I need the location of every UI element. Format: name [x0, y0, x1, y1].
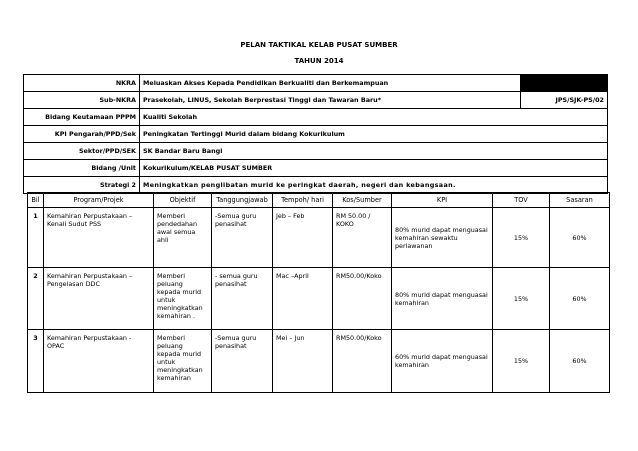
row-program: Kemahiran Perpustakaan - OPAC: [44, 330, 154, 393]
row-objektif: Memberi peluang kepada murid untuk meningkatkan kemahiran: [154, 330, 212, 393]
row-kpi: 80% murid dapat menguasai kemahiran: [392, 268, 493, 330]
header-objektif: Objektif: [154, 193, 212, 208]
row-kos: RM 50.00 / KOKO: [333, 208, 392, 268]
row-tanggungjawab: - semua guru penasihat: [212, 268, 273, 330]
row-program: Kemahiran Perpustakaan – Pengelasan DDC: [44, 268, 154, 330]
row-bil: 1: [28, 208, 44, 268]
row-kos: RM50.00/Koko: [333, 330, 392, 393]
document-year: TAHUN 2014: [294, 57, 344, 65]
info-label: KPI Pengarah/PPD/Sek: [24, 126, 140, 143]
header-tempoh: Tempoh/ hari: [273, 193, 333, 208]
row-tempoh: Jeb – Feb: [273, 208, 333, 268]
row-sasaran: 60%: [550, 268, 610, 330]
info-label: NKRA: [24, 75, 140, 92]
info-label: Sektor/PPD/SEK: [24, 143, 140, 160]
header-sasaran: Sasaran: [550, 193, 610, 208]
row-tanggungjawab: -Semua guru penasihat: [212, 330, 273, 393]
row-tov: 15%: [493, 268, 550, 330]
info-label: Sub-NKRA: [24, 92, 140, 109]
row-tanggungjawab: -Semua guru penasihat: [212, 208, 273, 268]
info-row-bidang-keutamaan: [24, 109, 608, 126]
info-value: Meluaskan Akses Kepada Pendidikan Berkualiti dan Berkemampuan: [140, 75, 521, 92]
table-row: [28, 208, 610, 268]
row-kpi: 60% murid dapat menguasai kemahiran: [392, 330, 493, 393]
header-kos: Kos/Sumber: [333, 193, 392, 208]
info-value: Prasekolah, LINUS, Sekolah Berprestasi Tinggi dan Tawaran Baru*: [140, 92, 521, 109]
row-kos: RM50.00/Koko: [333, 268, 392, 330]
row-bil: 2: [28, 268, 44, 330]
info-row-bidang-unit: [24, 160, 608, 177]
table-row: [28, 268, 610, 330]
row-sasaran: 60%: [550, 208, 610, 268]
row-tov: 15%: [493, 208, 550, 268]
row-tempoh: Mac –April: [273, 268, 333, 330]
header-tov: TOV: [493, 193, 550, 208]
plan-header-row: [28, 193, 610, 208]
info-table: [23, 74, 608, 194]
info-row-nkra: [24, 75, 608, 92]
row-objektif: Memberi pendedahan awal semua ahli: [154, 208, 212, 268]
row-tov: 15%: [493, 330, 550, 393]
info-black-cell: [521, 75, 608, 92]
row-kpi: 80% murid dapat menguasai kemahiran sewaktu perlawanan: [392, 208, 493, 268]
row-tempoh: Mei – Jun: [273, 330, 333, 393]
info-label: Bidang /Unit: [24, 160, 140, 177]
row-program: Kemahiran Perpustakaan – Kenali Sudut PSS: [44, 208, 154, 268]
row-objektif: Memberi peluang kepada murid untuk meningkatkan kemahiran .: [154, 268, 212, 330]
info-row-strategi: [24, 177, 608, 194]
info-label: Strategi 2: [24, 177, 140, 194]
row-bil: 3: [28, 330, 44, 393]
info-value: Kokurikulum/KELAB PUSAT SUMBER: [140, 160, 608, 177]
row-sasaran: 60%: [550, 330, 610, 393]
plan-table: [27, 192, 610, 393]
info-value: SK Bandar Baru Bangi: [140, 143, 608, 160]
header-kpi: KPI: [392, 193, 493, 208]
info-code: JPS/SJK-PS/02: [521, 92, 608, 109]
info-row-kpi: [24, 126, 608, 143]
info-row-sektor: [24, 143, 608, 160]
info-value: Kualiti Sekolah: [140, 109, 608, 126]
info-row-sub-nkra: [24, 92, 608, 109]
info-label: Bidang Keutamaan PPPM: [24, 109, 140, 126]
document-title: PELAN TAKTIKAL KELAB PUSAT SUMBER: [240, 41, 398, 49]
header-program: Program/Projek: [44, 193, 154, 208]
info-value: Peningkatan Tertinggi Murid dalam bidang Kokurikulum: [140, 126, 608, 143]
info-value: Meningkatkan penglibatan murid ke peringkat daerah, negeri dan kebangsaan.: [140, 177, 608, 194]
header-tanggungjawab: Tanggungjawab: [212, 193, 273, 208]
header-bil: Bil: [28, 193, 44, 208]
table-row: [28, 330, 610, 393]
